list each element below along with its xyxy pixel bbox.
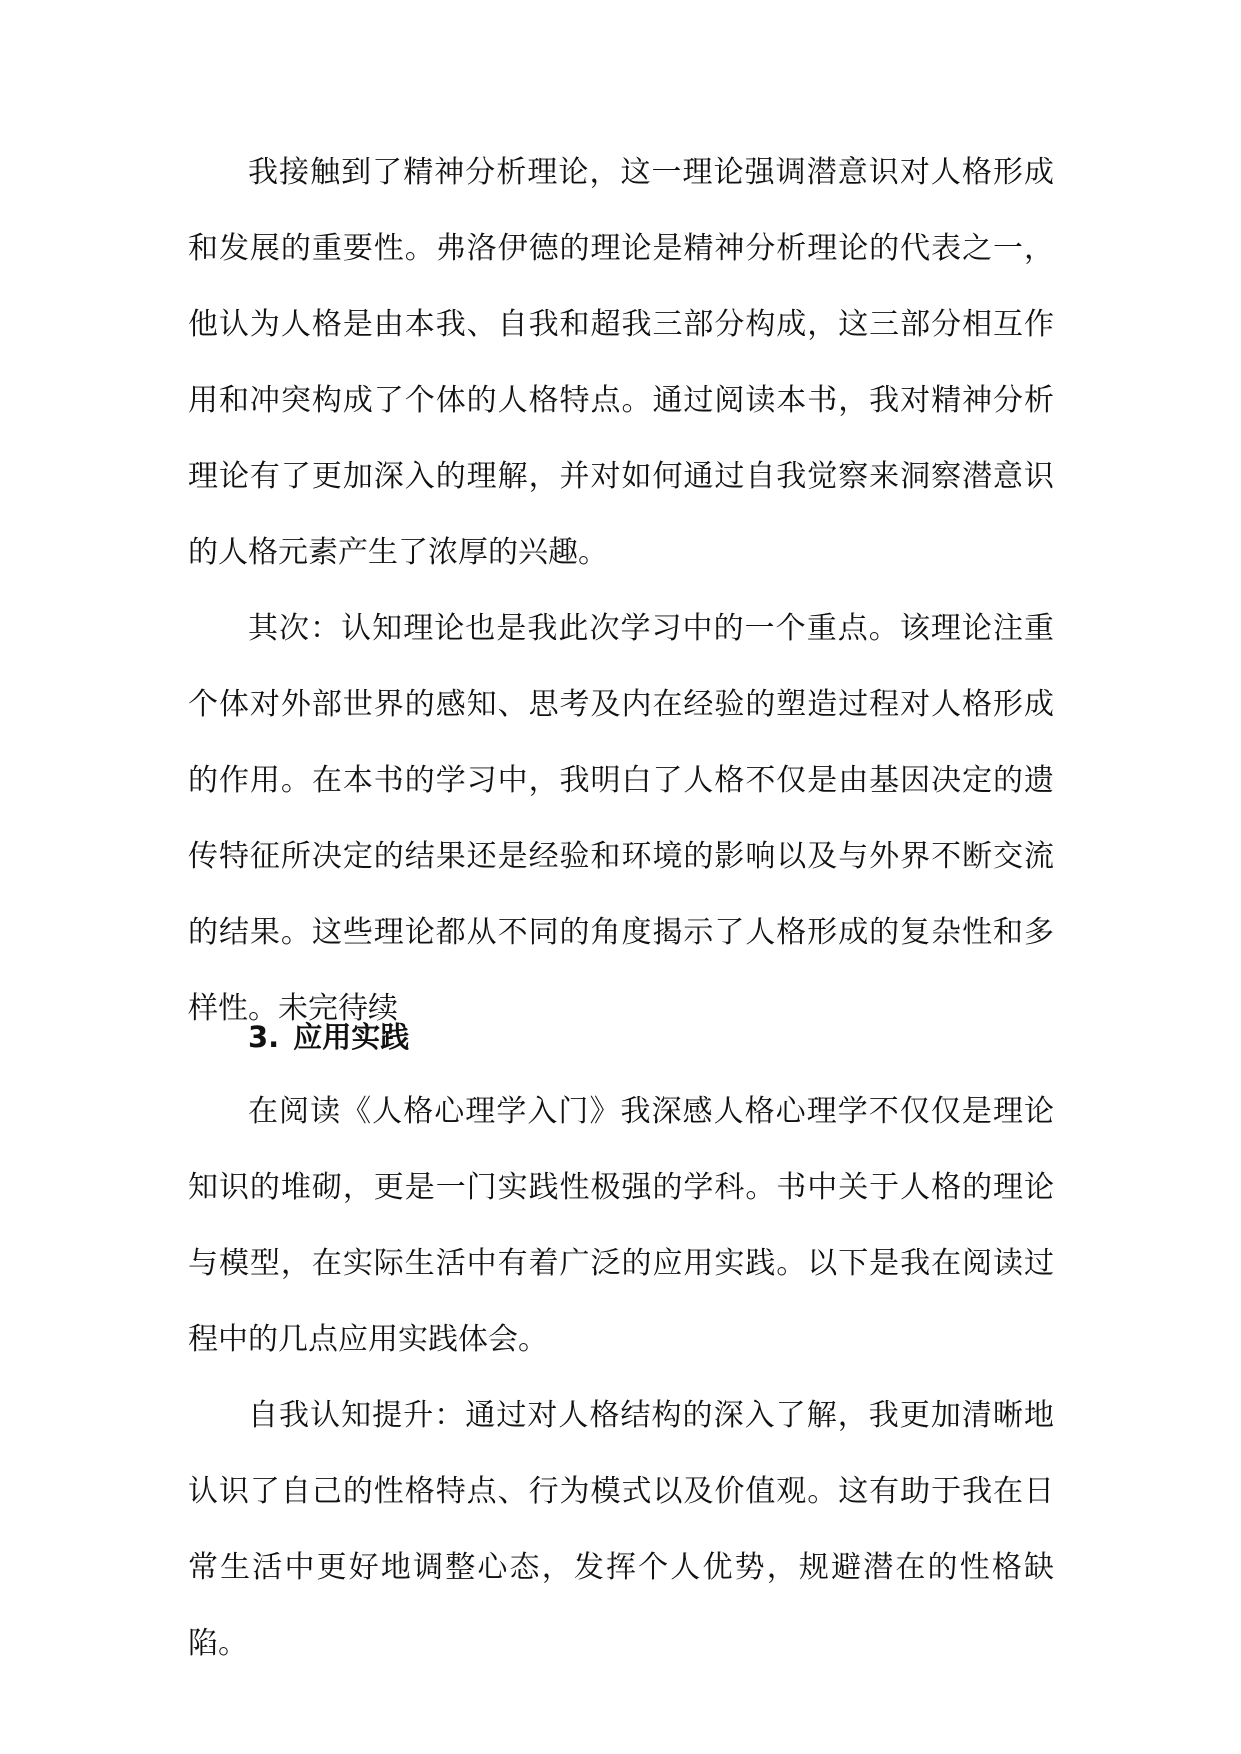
paragraph-self-awareness: 自我认知提升：通过对人格结构的深入了解，我更加清晰地认识了自己的性格特点、行为模式以及价值观。这有助于我在日常生活中更好地调整心态，发挥个人优势，规避潜在的性格缺陷。 [188, 1398, 1054, 1661]
section-title: 应用实践 [293, 1020, 410, 1054]
section-number: 3. [248, 1020, 280, 1054]
paragraph-psychoanalysis: 我接触到了精神分析理论，这一理论强调潜意识对人格形成和发展的重要性。弗洛伊德的理论是精神分析理论的代表之一，他认为人格是由本我、自我和超我三部分构成，这三部分相互作用和冲突构成了个体的人格特点。通过阅读本书，我对精神分析理论有了更加深入的理解，并对如何通过自我觉察来洞察潜意识的人格元素产生了浓厚的兴趣。 [188, 155, 1054, 570]
paragraph-application-intro: 在阅读《人格心理学入门》我深感人格心理学不仅仅是理论知识的堆砌，更是一门实践性极强的学科。书中关于人格的理论与模型，在实际生活中有着广泛的应用实践。以下是我在阅读过程中的几点应用实践体会。 [188, 1094, 1054, 1357]
section-heading [248, 999, 409, 1075]
paragraph-cognitive-theory: 其次：认知理论也是我此次学习中的一个重点。该理论注重个体对外部世界的感知、思考及内在经验的塑造过程对人格形成的作用。在本书的学习中，我明白了人格不仅是由基因决定的遗传特征所决定的结果还是经验和环境的影响以及与外界不断交流的结果。这些理论都从不同的角度揭示了人格形成的复杂性和多样性。未完待续 [188, 611, 1054, 1026]
